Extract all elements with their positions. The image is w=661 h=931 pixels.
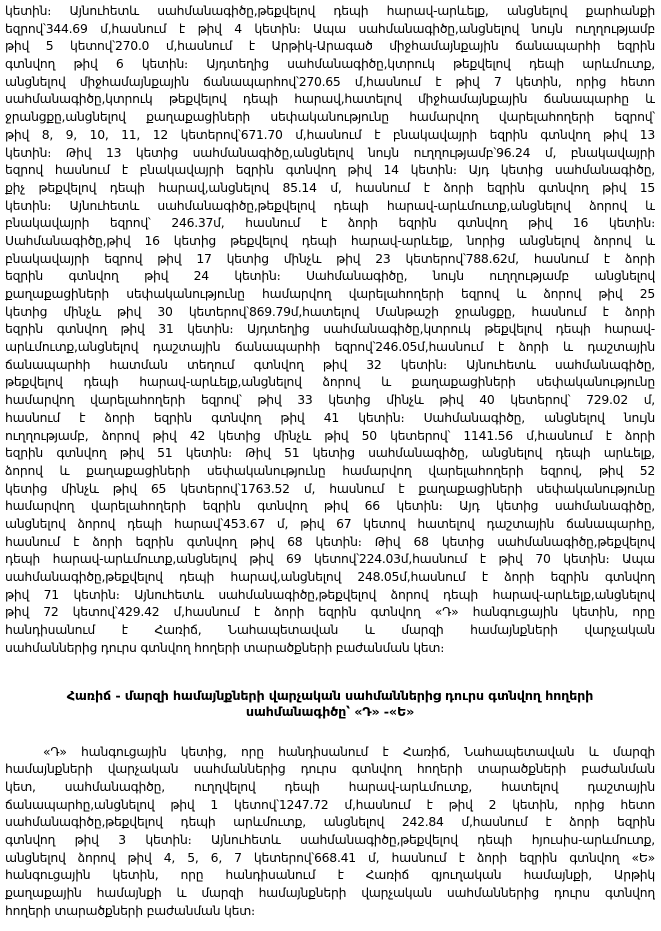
text-line: դեպի հարավ-արևմուտք,անցնելով թիվ 69 կետով՝224.03մ,հասնում է թիվ 70 կետին։ Ապա [5,551,655,567]
text-line: եզրին գտնվող թիվ 51 կետին։ Թիվ 51 կետից սահմանագիծը, անցնելով դեպի արևելք, [5,445,655,461]
text-line: անցնելով միջհամայնքային ճանապարհով՝270.65 մ,հասնում է թիվ 7 կետին, որից հետո [5,73,655,89]
paragraph-boundary-description-2 [5,743,655,920]
text-line: գտնվող թիվ 6 կետին։ Այդտեղից սահմանագիծը,կտրուկ թեքվելով դեպի արևմուտք, [5,56,655,72]
text-line: սահմաններից դուրս գտնվող հողերի տարածքների բաժանման կետ։ [5,639,445,655]
text-line: համարվող վարելահողերի եզրին գտնվող թիվ 66 կետին։ Այդ կետից սահմանագիծը, [5,498,655,514]
text-line: եզրին գտնվող թիվ 24 կետին։ Սահմանագիծը, նույն ուղղությամբ անցնելով [5,268,655,284]
text-line: ձորով և քաղաքացիների սեփականությունը համարվող վարելահողերի եզրով, թիվ 52 [5,462,655,478]
text-line: «Դ» հանգուցային կետից, որը հանդիսանում է Հառիճ, Նահապետավան և մարզի [43,743,655,759]
text-line: անցնելով ձորով թիվ 4, 5, 6, 7 կետերով՝668.41 մ, հասնում է ձորի եզրին գտնվող «Ե» [5,849,655,865]
text-line: կետին։ Թիվ 13 կետից սահմանագիծը,անցնելով նույն ուղղությամբ՝96.24 մ, բնակավայրի [5,144,655,160]
text-line: բնակավայրի եզրով՝ 246.37մ, հասնում է ձորի եզրին գտնվող թիվ 16 կետին։ [5,215,655,231]
text-line: գտնվող թիվ 3 կետին։ Այնուհետև սահմանագիծը,թեքվելով դեպի հյուսիս-արևմուտք, [5,832,655,848]
text-line: սահմանագիծը,թեքվելով դեպի արևմուտք, անցնելով 242.84 մ,հասնում է ձորի եզրին [5,814,655,830]
text-line: թիվ 72 կետով՝429.42 մ,հասնում է ձորի եզրին գտնվող «Դ» հանգուցային կետին, որը [5,604,655,620]
text-line: թիվ 5 կետով՝270.0 մ,հասնում է Արթիկ-Արագած միջհամայնքային ճանապարհի եզրին [5,38,655,54]
text-line: սահմանագիծը,կտրուկ թեքվելով դեպի հարավ,հատելով միջհամայնքային ճանապարհը և [5,91,655,107]
text-line: քաղաքացիների սեփականությունը համարվող վարելահողերի եզրով և ձորով թիվ 25 [5,286,655,301]
text-line: կետին։ Այնուհետև սահմանագիծը,թեքվելով դեպի հարավ-արևելք, անցնելով քարհանքի [5,3,655,18]
text-line: կետից մինչև թիվ 65 կետերով՝1763.52 մ, հասնում է քաղաքացիների սեփականությունը [5,480,655,496]
text-line: հանգուցային կետին, որը հանդիսանում է Հառիճ գյուղական համայնքի, Արթիկ [5,867,655,883]
heading-line: Հառիճ - մարզի համայնքների վարչական սահմաններից դուրս գտնվող հողերի [66,689,594,705]
section-heading [5,689,655,720]
text-line: հողերի տարածքների բաժանման կետ։ [5,902,255,918]
paragraph-boundary-description-1 [5,2,655,656]
text-line: ճանապարհը,անցնելով թիվ 1 կետով՝1247.72 մ,հասնում է թիվ 2 կետին, որից հետո [5,796,655,812]
heading-line: սահմանագիծը՝ «Դ» -«Ե» [245,705,415,721]
text-line: կետին։ Այնուհետև սահմանագիծը,թեքվելով դեպի հարավ-արևմուտք,անցնելով ձորով և [5,197,655,213]
text-line: արևմուտք,անցնելով դաշտային ճանապարհի եզրով՝246.05մ,հասնում է ձորի և դաշտային [5,339,655,355]
text-line: եզրին գտնվող թիվ 31 կետին։ Այդտեղից սահմանագիծը,կտրուկ թեքվելով դեպի հարավ- [5,321,655,337]
text-line: թիվ 71 կետին։ Այնուհետև սահմանագիծը,թեքվելով ձորով դեպի հարավ-արևելք,անցնելով [5,586,655,602]
text-line: համայնքների վարչական սահմաններից դուրս գտնվող հողերի տարածքների բաժանման [5,761,655,777]
text-line: Սահմանագիծը,թիվ 16 կետից թեքվելով դեպի հարավ-արևելք, նորից անցնելով ձորով և [5,232,655,248]
text-line: քաղաքային համայնքի և մարզի համայնքների վարչական սահմաններից դուրս գտնվող [5,885,655,901]
text-line: անցնելով ձորով դեպի հարավ՝453.67 մ, թիվ 67 կետով հատելով դաշտային ճանապարհը, [5,515,655,531]
text-line: հասնում է ձորի եզրին գտնվող թիվ 41 կետին։ Սահմանագիծը, անցնելով նույն [5,409,655,425]
text-line: ուղղությամբ, ձորով թիվ 42 կետից մինչև թիվ 50 կետերով՝ 1141.56 մ,հասնում է ձորի [5,427,655,443]
text-line: բնակավայրի եզրով թիվ 17 կետից մինչև թիվ 23 կետերով՝788.62մ, հասնում է ձորի [5,250,655,266]
text-line: թիվ 8, 9, 10, 11, 12 կետերով՝671.70 մ,հասնում է բնակավայրի եզրին գտնվող թիվ 13 [5,126,655,142]
text-line: համարվող վարելահողերի եզրով՝ թիվ 33 կետից մինչև թիվ 40 կետերով՝ 729.02 մ, [5,392,655,408]
text-line: ճանապարհի հատման տեղում գտնվող թիվ 32 կետին։ Այնուհետև սահմանագիծը, [5,356,655,372]
text-line: քիչ թեքվելով դեպի հարավ,անցնելով 85.14 մ, հասնում է ձորի եզրին գտնվող թիվ 15 [5,179,655,195]
text-line: թեքվելով դեպի հարավ-արևելք,անցնելով ձորով և քաղաքացիների սեփականությունը [5,374,655,390]
text-line: եզրով՝344.69 մ,հասնում է թիվ 4 կետին։ Ապա սահմանագիծը,անցնելով նույն ուղղությամբ [5,20,655,36]
text-line: կետ, սահմանագիծը, ուղղվելով դեպի հարավ-արևմուտք, հատելով դաշտային [5,779,655,794]
text-line: եզրով հասնում է բնակավայրի եզրին գտնվող թիվ 14 կետին։ Այդ կետից սահմանագիծը, [5,162,655,178]
text-line: հասնում է ձորի եզրին գտնվող թիվ 68 կետին։ Թիվ 68 կետից սահմանագիծը,թեքվելով [5,533,655,549]
text-line: ջրանցքը,անցնելով քաղաքացիների սեփականությունը համարվող վարելահողերի եզրով՝ [5,109,655,125]
text-line: կետից մինչև թիվ 30 կետերով՝869.79մ,հատելով Մանթաշի ջրանցքը, հասնում է ձորի [5,303,655,319]
text-line: հանդիսանում է Հառիճ, Նահապետավան և մարզի համայնքների վարչական [5,622,655,638]
text-line: սահմանագիծը,թեքվելով դեպի հարավ,անցնելով 248.05մ,հասնում է ձորի եզրին գտնվող [5,569,655,584]
